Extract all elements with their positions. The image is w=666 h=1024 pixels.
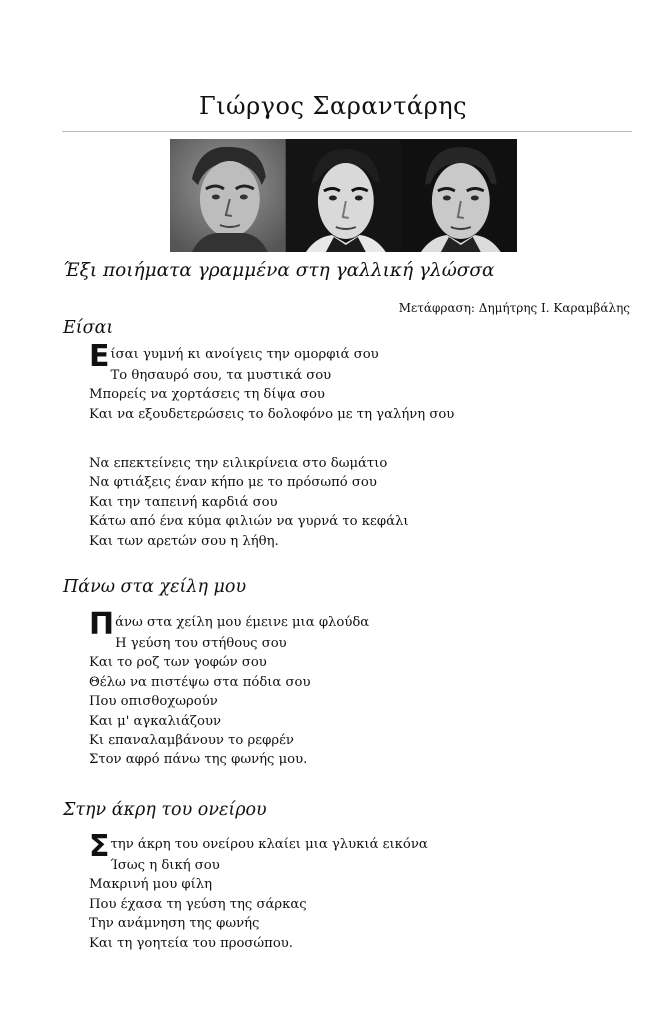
poem-line: Είσαι γυμνή κι ανοίγεις την ομορφιά σου <box>89 339 379 374</box>
poem-line: Ίσως η δική σου <box>110 858 220 873</box>
poem-line: Κι επαναλαμβάνουν το ρεφρέν <box>89 732 294 748</box>
drop-cap: Σ <box>89 829 110 864</box>
poem-line: Και τη γοητεία του προσώπου. <box>89 935 294 951</box>
poem-line: Μπορείς να χορτάσεις τη δίψα σου <box>89 387 325 403</box>
poem-line: Το θησαυρό σου, τα μυστικά σου <box>110 368 332 383</box>
poem-stanza <box>89 339 455 424</box>
poem-line: Και να εξουδετερώσεις το δολοφόνο με τη γαλήνη σου <box>89 406 455 422</box>
poem-stanza <box>89 829 428 953</box>
poem-line: Που έχασα τη γεύση της σάρκας <box>89 896 307 912</box>
poem-line: Μακρινή μου φίλη <box>89 877 213 893</box>
poem-line: Στον αφρό πάνω της φωνής μου. <box>89 752 308 768</box>
drop-cap: Ε <box>89 339 110 374</box>
portrait-1 <box>170 139 286 252</box>
portrait-3 <box>401 139 517 252</box>
poem-stanza <box>89 454 409 551</box>
portrait-strip <box>170 139 517 252</box>
poem-line: Η γεύση του στήθους σου <box>115 636 287 651</box>
portrait-2 <box>286 139 402 252</box>
poem-line: Να φτιάξεις έναν κήπο με το πρόσωπό σου <box>89 475 377 491</box>
poem-stanza <box>89 607 370 770</box>
poem-line: Και την ταπεινή καρδιά σου <box>89 494 278 510</box>
poem-line: Και μ' αγκαλιάζουν <box>89 713 221 729</box>
header-divider <box>62 131 632 132</box>
poem-line: Κάτω από ένα κύμα φιλιών να γυρνά το κεφάλι <box>89 514 409 530</box>
poem-line: Να επεκτείνεις την ειλικρίνεια στο δωμάτιο <box>89 456 388 471</box>
poem-line: Στην άκρη του ονείρου κλαίει μια γλυκιά εικόνα <box>89 829 428 864</box>
poem-title: Πάνω στα χείλη μου <box>63 577 247 597</box>
author-name: Γιώργος Σαραντάρης <box>198 92 468 120</box>
poem-line: Που οπισθοχωρούν <box>89 694 218 710</box>
translator-credit: Μετάφραση: Δημήτρης Ι. Καραμβάλης <box>398 301 630 315</box>
collection-subtitle: Έξι ποιήματα γραμμένα στη γαλλική γλώσσα <box>63 260 495 281</box>
poem-line: Και των αρετών σου η λήθη. <box>89 533 279 549</box>
poem-line: Θέλω να πιστέψω στα πόδια σου <box>89 674 311 690</box>
poem-line: Και το ροζ των γοφών σου <box>89 655 267 671</box>
poem-title: Είσαι <box>63 318 114 338</box>
poem-line: Πάνω στα χείλη μου έμεινε μια φλούδα <box>89 607 370 642</box>
poem-title: Στην άκρη του ονείρου <box>63 800 267 820</box>
poem-line: Την ανάμνηση της φωνής <box>89 916 260 932</box>
drop-cap: Π <box>89 607 115 642</box>
